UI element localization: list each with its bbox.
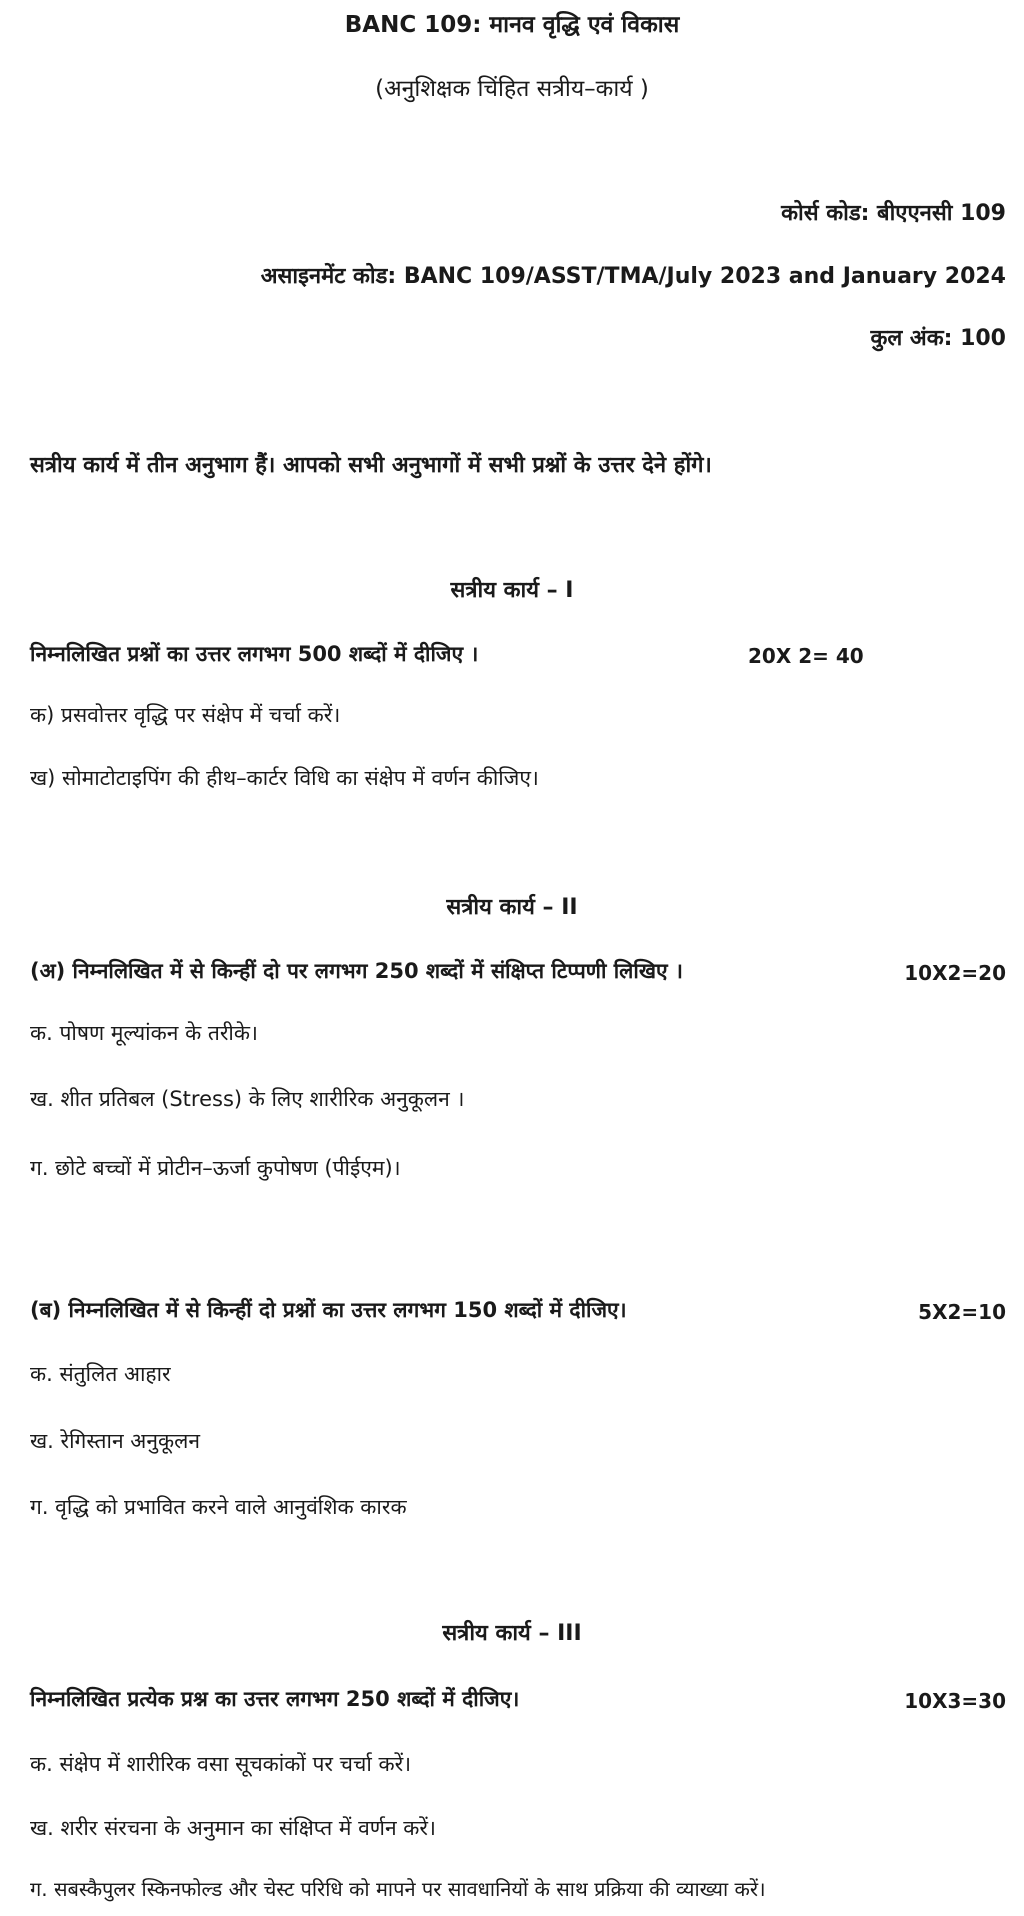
section-2-heading: सत्रीय कार्य – II: [446, 895, 578, 920]
section-3-instruction: निम्नलिखित प्रत्येक प्रश्न का उत्तर लगभग 250 शब्दों में दीजिए।: [30, 1687, 520, 1711]
section-1-marks: 20X 2= 40: [748, 644, 864, 668]
total-marks: कुल अंक: 100: [870, 326, 1006, 351]
list-item: ग. सबस्कैपुलर स्किनफोल्ड और चेस्ट परिधि को मापने पर सावधानियों के साथ प्रक्रिया की व्याख्या करें।: [30, 1877, 766, 1901]
list-item: ग. वृद्धि को प्रभावित करने वाले आनुवंशिक कारक: [30, 1495, 407, 1519]
assignment-code: असाइनमेंट कोड: BANC 109/ASST/TMA/July 2023 and January 2024: [260, 264, 1006, 289]
section-2b-marks: 5X2=10: [918, 1300, 1006, 1324]
section-2b-instruction: (ब) निम्नलिखित में से किन्हीं दो प्रश्नों का उत्तर लगभग 150 शब्दों में दीजिए।: [30, 1298, 627, 1322]
list-item: क. पोषण मूल्यांकन के तरीके।: [30, 1021, 258, 1045]
list-item: ख. रेगिस्तान अनुकूलन: [30, 1429, 201, 1453]
section-2a-marks: 10X2=20: [904, 961, 1006, 985]
list-item: क. संतुलित आहार: [30, 1362, 171, 1386]
section-3-heading: सत्रीय कार्य – III: [442, 1621, 582, 1646]
list-item: ख) सोमाटोटाइपिंग की हीथ–कार्टर विधि का संक्षेप में वर्णन कीजिए।: [30, 766, 539, 790]
list-item: ग. छोटे बच्चों में प्रोटीन–ऊर्जा कुपोषण (पीईएम)।: [30, 1156, 401, 1180]
list-item: ख. शरीर संरचना के अनुमान का संक्षिप्त में वर्णन करें।: [30, 1816, 436, 1840]
list-item: क. संक्षेप में शारीरिक वसा सूचकांकों पर चर्चा करें।: [30, 1752, 412, 1776]
list-item: क) प्रसवोत्तर वृद्धि पर संक्षेप में चर्चा करें।: [30, 703, 341, 727]
document-subtitle: (अनुशिक्षक चिंहित सत्रीय–कार्य ): [375, 76, 649, 102]
document-title: BANC 109: मानव वृद्धि एवं विकास: [344, 12, 680, 38]
course-code: कोर्स कोड: बीएएनसी 109: [781, 201, 1006, 226]
section-3-marks: 10X3=30: [904, 1689, 1006, 1713]
intro-text: सत्रीय कार्य में तीन अनुभाग हैं। आपको सभी अनुभागों में सभी प्रश्नों के उत्तर देने होंगे।: [30, 453, 712, 478]
list-item: ख. शीत प्रतिबल (Stress) के लिए शारीरिक अनुकूलन ।: [30, 1087, 465, 1111]
section-2a-instruction: (अ) निम्नलिखित में से किन्हीं दो पर लगभग 250 शब्दों में संक्षिप्त टिप्पणी लिखिए ।: [30, 959, 683, 983]
section-1-instruction: निम्नलिखित प्रश्नों का उत्तर लगभग 500 शब्दों में दीजिए ।: [30, 642, 479, 666]
section-1-heading: सत्रीय कार्य – I: [450, 578, 574, 603]
